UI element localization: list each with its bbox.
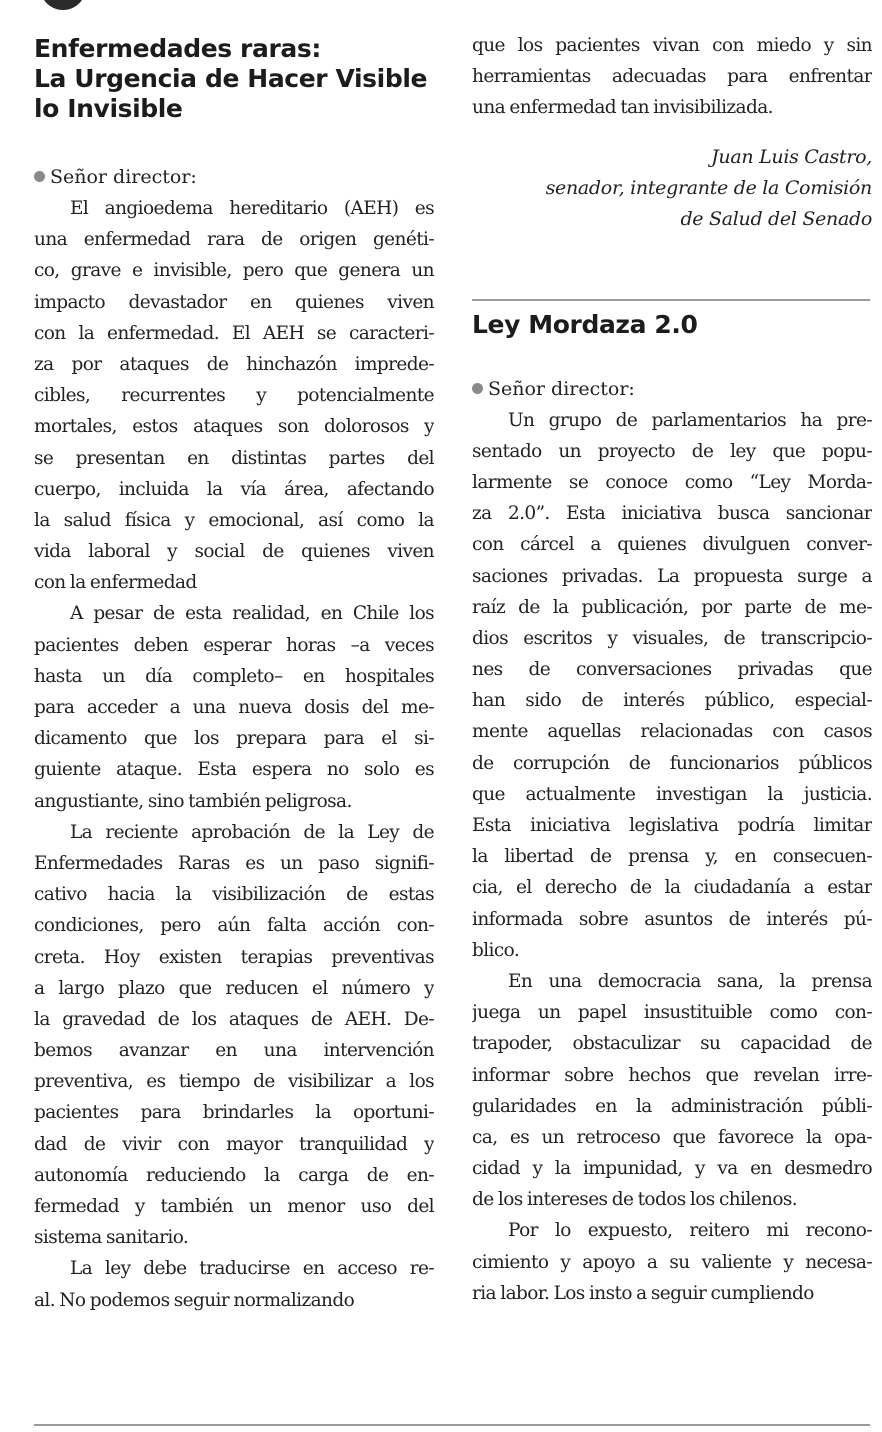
text-line: sentado un proyecto de ley que popu- [472, 440, 872, 462]
text-line: El angioedema hereditario (AEH) es [70, 198, 434, 219]
text-line: una enfermedad rara de origen genéti- [34, 229, 434, 251]
signature-line: Juan Luis Castro, [711, 145, 872, 168]
text-line: creta. Hoy existen terapias preventivas [34, 946, 434, 968]
text-line: la gravedad de los ataques de AEH. De- [34, 1008, 434, 1030]
paragraph [34, 598, 434, 816]
text-line: hasta un día completo– en hospitales [34, 665, 434, 687]
bottom-rule [34, 1424, 870, 1426]
headline-line: La Urgencia de Hacer Visible [34, 64, 428, 93]
text-line: una enfermedad tan invisibilizada. [472, 97, 773, 119]
salutation-text: Señor director: [488, 377, 635, 400]
text-line: al. No podemos seguir normalizando [34, 1289, 355, 1311]
text-line: con la enfermedad [34, 572, 197, 594]
text-line: gularidades en la administración públi- [472, 1095, 872, 1117]
text-line: informada sobre asuntos de interés pú- [472, 908, 872, 930]
text-line: La reciente aprobación de la Ley de [70, 821, 434, 843]
text-line: Un grupo de parlamentarios ha pre- [508, 409, 872, 431]
text-line: larmente se conoce como “Ley Morda- [472, 471, 872, 493]
text-line: cimiento y apoyo a su valiente y necesa- [472, 1251, 872, 1273]
paragraph [472, 966, 872, 1216]
headline-line: Enfermedades raras: [34, 34, 321, 63]
paragraph [34, 193, 434, 598]
text-line: za 2.0”. Esta iniciativa busca sancionar [472, 503, 872, 525]
text-line: juega un papel insustituible como con- [472, 1002, 872, 1024]
text-line: angustiante, sino también peligrosa. [34, 790, 352, 812]
text-line: pacientes deben esperar horas –a veces [34, 634, 434, 656]
text-line: cia, el derecho de la ciudadanía a estar [472, 877, 872, 899]
text-line: za por ataques de hinchazón imprede- [34, 353, 434, 375]
text-line: sistema sanitario. [34, 1227, 189, 1249]
signature-line: de Salud del Senado [680, 207, 872, 230]
salutation-text: Señor director: [50, 166, 197, 188]
text-line: cativo hacia la visibilización de estas [34, 884, 434, 906]
text-line: saciones privadas. La propuesta surge a [472, 565, 872, 587]
text-line: cuerpo, incluida la vía área, afectando [34, 478, 434, 500]
text-line: preventiva, es tiempo de visibilizar a los [34, 1071, 434, 1093]
signature-line: senador, integrante de la Comisión [545, 176, 872, 199]
text-line: mente aquellas relacionadas con casos [472, 721, 872, 743]
text-line: dad de vivir con mayor tranquilidad y [34, 1133, 434, 1155]
decorative-mark [40, 0, 86, 10]
continued-text [472, 30, 872, 124]
headline-line: lo Invisible [34, 94, 183, 123]
text-line: raíz de la publicación, por parte de me- [472, 596, 872, 618]
text-line: Esta iniciativa legislativa podría limitar [472, 815, 872, 836]
letter-body [472, 405, 872, 1309]
text-line: se presentan en distintas partes del [34, 447, 434, 469]
text-line: En una democracia sana, la prensa [508, 970, 872, 992]
text-line: condiciones, pero aún falta acción con- [34, 915, 434, 937]
signature-block [472, 142, 872, 235]
text-line: cidad y la impunidad, y va en desmedro [472, 1158, 872, 1180]
bullet-icon [472, 383, 483, 394]
text-line: mortales, estos ataques son dolorosos y [34, 416, 434, 438]
text-line: que los pacientes vivan con miedo y sin [472, 35, 872, 56]
paragraph [34, 1253, 434, 1315]
text-line: cibles, recurrentes y potencialmente [34, 385, 434, 407]
text-line: pacientes para brindarles la oportuni- [34, 1102, 434, 1124]
text-line: nes de conversaciones privadas que [472, 659, 872, 681]
salutation [34, 162, 434, 193]
text-line: Enfermedades Raras es un paso signifi- [34, 852, 434, 874]
section-divider [472, 299, 870, 301]
text-line: dios escritos y visuales, de transcripcio- [472, 627, 872, 649]
text-line: la libertad de prensa y, en consecuen- [472, 846, 872, 868]
headline-rare-diseases [34, 34, 434, 124]
text-line: fermedad y también un menor uso del [34, 1196, 434, 1217]
headline-gag-law: Ley Mordaza 2.0 [472, 309, 698, 339]
text-line: han sido de interés público, especial- [472, 690, 872, 712]
text-line: guiente ataque. Esta espera no solo es [34, 759, 434, 781]
paragraph [472, 1215, 872, 1309]
text-line: informar sobre hechos que revelan irre- [472, 1064, 872, 1086]
paragraph [472, 405, 872, 966]
letter-body [34, 193, 434, 1316]
paragraph [34, 817, 434, 1254]
text-line: de corrupción de funcionarios públicos [472, 752, 872, 774]
text-line: ca, es un retroceso que favorece la opa- [472, 1126, 872, 1148]
bullet-icon [34, 171, 45, 182]
text-line: herramientas adecuadas para enfrentar [472, 66, 872, 88]
text-line: dicamento que los prepara para el si- [34, 728, 434, 750]
text-line: que actualmente investigan la justicia. [472, 783, 872, 805]
text-line: autonomía reduciendo la carga de en- [34, 1164, 434, 1186]
text-line: trapoder, obstaculizar su capacidad de [472, 1033, 872, 1055]
text-line: de los intereses de todos los chilenos. [472, 1189, 798, 1211]
text-line: para acceder a una nueva dosis del me- [34, 697, 434, 718]
text-line: A pesar de esta realidad, en Chile los [70, 603, 434, 625]
text-line: con cárcel a quienes divulguen conver- [472, 534, 872, 556]
text-line: blico. [472, 939, 520, 961]
text-line: impacto devastador en quienes viven [34, 291, 434, 313]
text-line: co, grave e invisible, pero que genera un [34, 260, 434, 282]
text-line: vida laboral y social de quienes viven [34, 541, 434, 563]
text-line: Por lo expuesto, reitero mi recono- [508, 1220, 872, 1242]
salutation [472, 374, 872, 405]
text-line: La ley debe traducirse en acceso re- [70, 1258, 434, 1280]
text-line: la salud física y emocional, así como la [34, 509, 434, 531]
letter-rare-diseases [34, 30, 434, 1316]
text-line: ria labor. Los insto a seguir cumpliendo [472, 1282, 814, 1304]
letter-continuation-and-gag-law [472, 30, 872, 1309]
text-line: con la enfermedad. El AEH se caracteri- [34, 322, 434, 344]
text-line: a largo plazo que reducen el número y [34, 977, 434, 999]
text-line: bemos avanzar en una intervención [34, 1040, 434, 1062]
